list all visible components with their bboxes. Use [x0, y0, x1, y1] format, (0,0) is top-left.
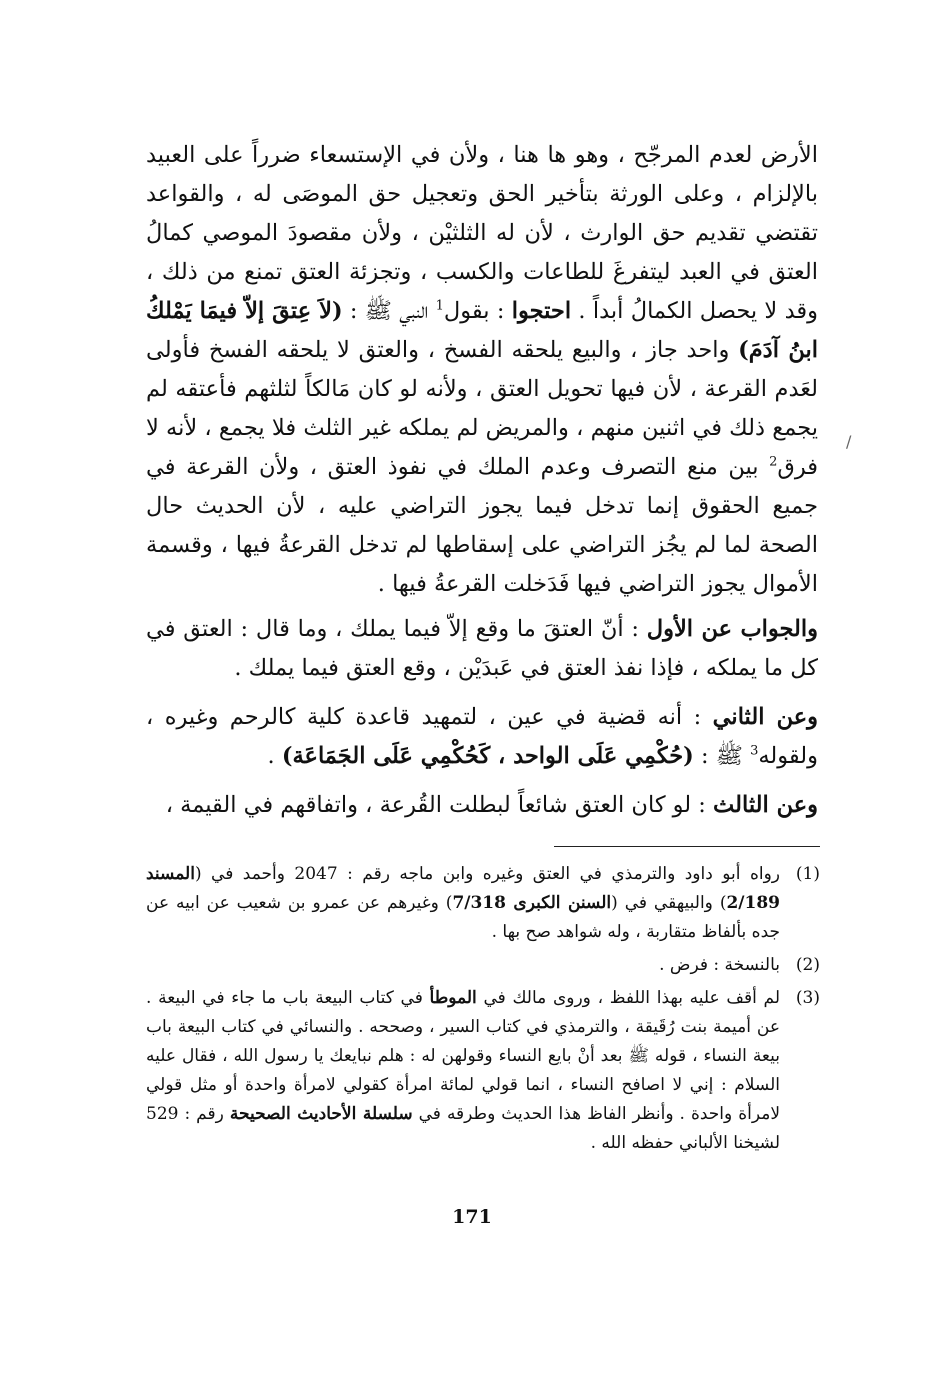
text-run: رقم : 529 لشيخنا الألباني حفظه الله . [146, 1104, 780, 1153]
footnote-1 [146, 860, 820, 947]
text-run: . [267, 743, 275, 769]
text-run: : أنّ العتقَ ما وقع إلاّ فيما يملك ، وما قال : العتق في كل ما يملكه ، فإذا نفذ العتق في عَبدَيْن ، وقع العتق فيما يملك . [146, 616, 818, 681]
bold-ref: الموطأ [429, 988, 477, 1008]
hadith-quote: (حُكْمِي عَلَى الواحد ، كَحُكْمِي عَلَى الجَمَاعَة) [281, 743, 694, 769]
footnote-text [146, 951, 780, 980]
bold-term: والجواب عن الأول [646, 616, 819, 642]
footnote-text [146, 984, 780, 1158]
bold-term: وعن الثاني [712, 704, 818, 730]
bold-ref: المسند 2/189 [146, 864, 780, 913]
footnote-ref-1[interactable]: 1 [435, 298, 444, 314]
main-text [146, 136, 818, 835]
bold-ref: السنن الكبرى 7/318 [452, 893, 612, 913]
footnote-2 [146, 951, 820, 980]
text-run: رواه أبو داود والترمذي في العتق وغيره وابن ماجه رقم : 2047 وأحمد في ( [194, 864, 780, 884]
text-run: ﷺ : [700, 743, 743, 769]
text-run: : بقول [443, 298, 505, 324]
hadith-quote: (لاَ عِتقَ إلاّ فيمَا يَمْلكُ ابنُ آدَمَ) [146, 298, 819, 363]
text-run: لم أقف عليه بهذا اللفظ ، وروى مالك في [483, 988, 780, 1008]
bold-term: وعن الثالث [713, 792, 818, 818]
text-run: : أنه قضية في عين ، لتمهيد قاعدة كلية كالرحم وغيره ، ولقوله [146, 704, 818, 769]
footnote-text [146, 860, 780, 947]
text-run: : لو كان العتق شائعاً لبطلت القُرعة ، واتفاقهم في القيمة ، [165, 792, 706, 818]
text-run: بين منع التصرف وعدم الملك في نفوذ العتق ، ولأن القرعة في جميع الحقوق إنما تدخل فيما يجوز التراضي عليه ، لأن الحديث حال الصحة لما لم يجُز التراضي على إسقاطها لم تدخل القرعةُ فيها ، وقسمة الأموال يجوز التراضي فيها فَدَخلت القرعةُ فيها . [146, 454, 818, 597]
footnote-divider [554, 846, 820, 847]
text-run: واحد جاز ، والبيع يلحقه الفسخ ، والعتق لا يلحقه الفسخ فأولى لعَدم القرعة ، لأن فيها تحويل العتق ، ولأنه لو كان مَالكاً لثلثهم فأعتقه لم يجمع ذلك في اثنين منهم ، والمريض لم يملكه غير الثلث فلا يجمع ، لأنه لا فرق [146, 337, 818, 480]
paragraph-3 [146, 698, 818, 776]
margin-mark: / [846, 432, 852, 451]
text-run: النبي ﷺ : [349, 298, 429, 324]
bold-ref: سلسلة الأحاديث الصحيحة [229, 1104, 413, 1124]
text-run: في كتاب البيعة باب ما جاء في البيعة . عن أميمة بنت رُقَيقة ، والترمذي في كتاب السير ، وصححه . والنسائي في كتاب البيعة باب بيعة النساء ، قوله ﷺ بعد أنْ بايع النساء وقولهن له : هلم نبايعك يا رسول الله ، فقال عليه السلام : إني لا اصافح النساء ، انما قولي لمائة امرأة كقولي لامرأة واحدة أو مثل قولي لامرأة واحدة . وأنظر الفاظ هذا الحديث وطرقه في [146, 988, 781, 1124]
footnotes [146, 860, 820, 1162]
paragraph-4 [146, 786, 818, 825]
paragraph-1 [146, 136, 818, 604]
footnote-number: (3) [795, 988, 820, 1008]
text-run: ) والبيهقي في ( [611, 893, 727, 913]
footnote-number: (2) [795, 955, 820, 975]
text-run: بالنسخة : فرض . [659, 955, 780, 975]
bold-term: احتجوا [511, 298, 572, 324]
footnote-ref-3[interactable]: 3 [750, 743, 759, 759]
text-run: ) وغيرهم عن عمرو بن شعيب عن ابيه عن جده بألفاظ متقاربة ، وله شواهد صح بها . [146, 893, 780, 942]
text-run: الأرض لعدم المرجّح ، وهو ها هنا ، ولأن في الإستسعاء ضرراً على العبيد بالإلزام ، وعلى الورثة بتأخير الحق وتعجيل حق الموصَى له ، والقواعد تقتضي تقديم حق الوارث ، لأن له الثلثيْن ، ولأن مقصودَ الموصي كمالُ العتق في العبد ليتفرغَ للطاعات والكسب ، وتجزئة العتق تمنع من ذلك ، وقد لا يحصل الكمالُ أبداً . [146, 142, 818, 324]
footnote-number: (1) [795, 864, 820, 884]
paragraph-2 [146, 610, 818, 688]
page-number: 171 [452, 1206, 492, 1228]
footnote-ref-2[interactable]: 2 [769, 454, 778, 470]
footnote-3 [146, 984, 820, 1158]
